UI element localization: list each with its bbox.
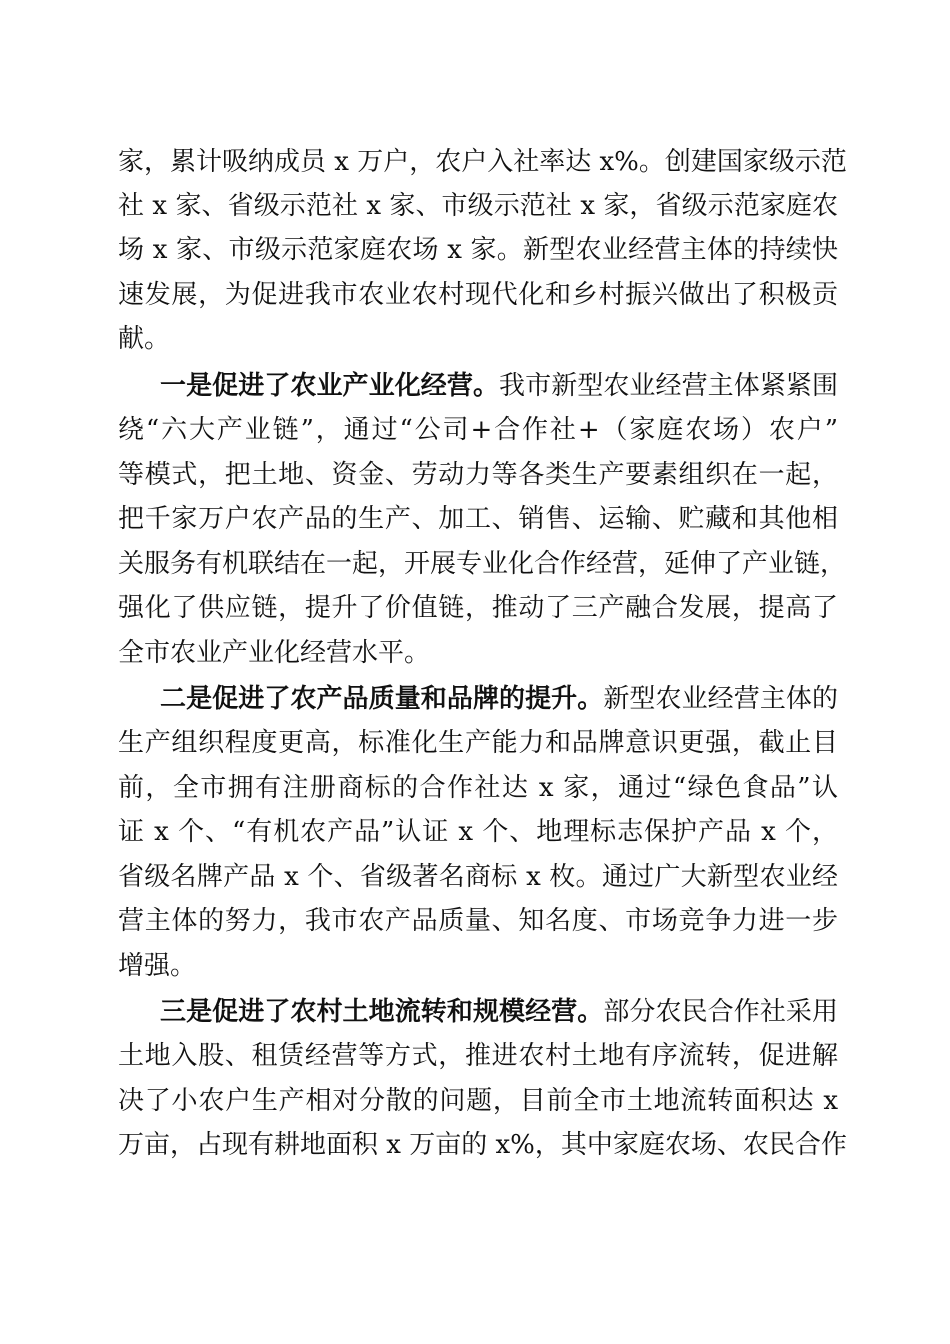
text-line: 省级名牌产品 x 个、省级著名商标 x 枚。通过广大新型农业经 — [118, 862, 838, 892]
text-line: 证 x 个、“有机农产品”认证 x 个、地理标志保护产品 x 个， — [118, 817, 838, 847]
text-line: 前，全市拥有注册商标的合作社达 x 家，通过“绿色食品”认 — [118, 773, 838, 803]
paragraph-heading: 二是促进了农产品质量和品牌的提升。 — [160, 684, 604, 714]
paragraph-heading: 一是促进了农业产业化经营。 — [160, 371, 500, 401]
text-line: 社 x 家、省级示范社 x 家、市级示范社 x 家，省级示范家庭农 — [118, 191, 838, 221]
text-line: 把千家万户农产品的生产、加工、销售、运输、贮藏和其他相 — [118, 504, 838, 534]
text-line: 生产组织程度更高，标准化生产能力和品牌意识更强，截止目 — [118, 728, 838, 758]
paragraph-first-line — [160, 677, 838, 721]
text-line: 营主体的努力，我市农产品质量、知名度、市场竞争力进一步 — [118, 906, 838, 936]
text-line: 决了小农户生产相对分散的问题，目前全市土地流转面积达 x — [118, 1086, 838, 1116]
paragraph-text: 部分农民合作社采用 — [603, 997, 838, 1027]
text-line: 献。 — [118, 324, 171, 354]
paragraph-first-line — [160, 364, 838, 408]
text-line: 增强。 — [118, 951, 197, 981]
text-line: 强化了供应链，提升了价值链，推动了三产融合发展，提高了 — [118, 593, 838, 623]
text-line: 家，累计吸纳成员 x 万户，农户入社率达 x%。创建国家级示范 — [118, 147, 847, 177]
paragraph-text: 新型农业经营主体的 — [603, 684, 838, 714]
paragraph-first-line — [160, 990, 838, 1034]
text-line: 等模式，把土地、资金、劳动力等各类生产要素组织在一起， — [118, 460, 838, 490]
text-line: 绕“六大产业链”，通过“公司+合作社+（家庭农场）农户” — [118, 415, 838, 445]
paragraph-heading: 三是促进了农村土地流转和规模经营。 — [160, 997, 604, 1027]
text-line: 关服务有机联结在一起，开展专业化合作经营，延伸了产业链， — [118, 549, 847, 579]
text-line: 万亩，占现有耕地面积 x 万亩的 x%，其中家庭农场、农民合作 — [118, 1130, 847, 1160]
paragraph-text: 我市新型农业经营主体紧紧围 — [499, 371, 838, 401]
text-line: 土地入股、租赁经营等方式，推进农村土地有序流转，促进解 — [118, 1041, 838, 1071]
text-line: 速发展，为促进我市农业农村现代化和乡村振兴做出了积极贡 — [118, 280, 838, 310]
text-line: 场 x 家、市级示范家庭农场 x 家。新型农业经营主体的持续快 — [118, 235, 838, 265]
text-line: 全市农业产业化经营水平。 — [118, 638, 431, 668]
